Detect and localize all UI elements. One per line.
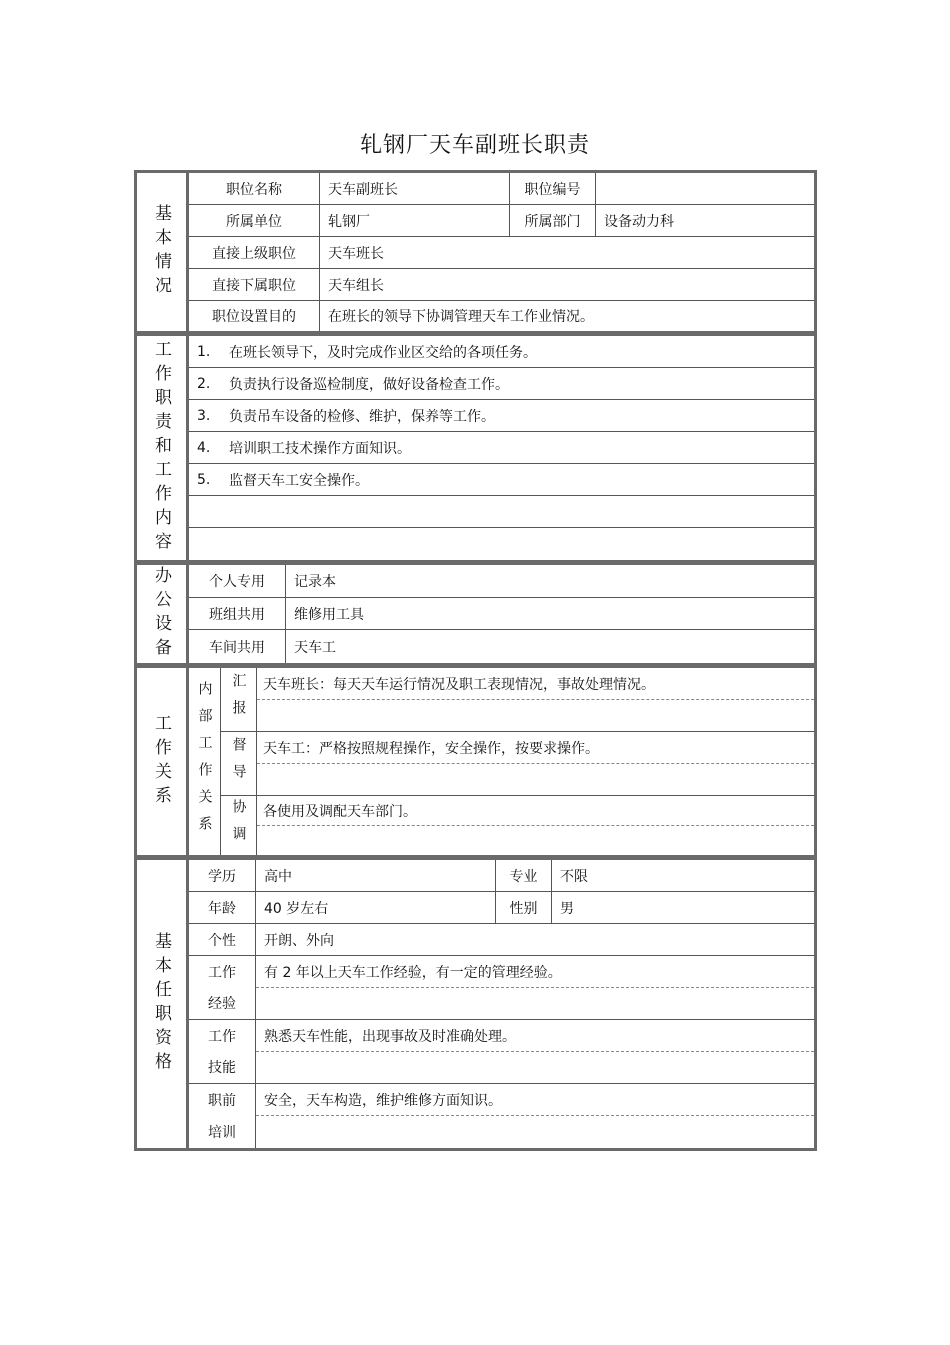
document-title: 轧钢厂天车副班长职责 — [359, 133, 590, 158]
skill-value: 熟悉天车性能，出现事故及时准确处理。 — [264, 1028, 516, 1045]
duty-item — [189, 400, 814, 432]
supervise-text: 天车工：严格按照规程操作，安全操作，按要求操作。 — [263, 740, 599, 757]
duty-item — [189, 336, 814, 368]
duty-item — [189, 464, 814, 496]
equipment-row-label: 车间共用 — [209, 639, 265, 656]
qualifications-section — [134, 857, 817, 1151]
equipment-section — [134, 562, 817, 666]
report-label: 汇报 — [221, 668, 257, 732]
job-code-label: 职位编号 — [509, 173, 595, 204]
subordinate-label: 直接下属职位 — [212, 277, 296, 294]
duty-text: 培训职工技术操作方面知识。 — [229, 440, 411, 457]
job-name-value: 天车副班长 — [319, 173, 509, 204]
job-name-label: 职位名称 — [226, 181, 282, 198]
duty-empty-row — [189, 528, 814, 560]
equipment-row-value: 天车工 — [285, 630, 814, 663]
experience-value: 有 2 年以上天车工作经验，有一定的管理经验。 — [264, 964, 562, 981]
purpose-label: 职位设置目的 — [212, 309, 296, 325]
unit-label: 所属单位 — [226, 213, 282, 230]
duty-number: 4. — [197, 439, 211, 456]
age-value: 40 岁左右 — [255, 892, 495, 923]
major-value: 不限 — [551, 860, 814, 891]
duty-empty-row — [189, 496, 814, 528]
coordinate-empty-row — [257, 826, 814, 855]
report-empty-row — [257, 700, 814, 732]
dept-label: 所属部门 — [509, 205, 595, 236]
duty-number: 2. — [197, 375, 211, 392]
basic-info-label: 基本情况 — [137, 173, 189, 331]
major-label: 专业 — [495, 860, 551, 891]
duty-text: 负责吊车设备的检修、维护，保养等工作。 — [229, 408, 495, 425]
inner-relations-label: 内部工作关系 — [189, 668, 221, 855]
relations-section — [134, 665, 817, 858]
subordinate-value: 天车组长 — [319, 269, 814, 300]
age-label: 年龄 — [208, 900, 236, 917]
coordinate-text: 各使用及调配天车部门。 — [263, 803, 417, 820]
skill-label: 工作 技能 — [189, 1020, 255, 1084]
training-value: 安全，天车构造，维护维修方面知识。 — [264, 1092, 502, 1109]
equipment-row-value: 维修用工具 — [285, 598, 814, 629]
relations-label: 工作关系 — [137, 668, 189, 855]
equipment-label: 办公设备 — [137, 565, 189, 663]
duty-number: 3. — [197, 407, 211, 424]
duties-section — [134, 333, 817, 563]
basic-info-section — [134, 170, 817, 334]
education-label: 学历 — [208, 868, 236, 885]
qualifications-label: 基本任职资格 — [137, 860, 189, 1148]
equipment-row-label: 班组共用 — [209, 606, 265, 623]
duty-item — [189, 432, 814, 464]
duties-label: 工作职责和工作内容 — [137, 336, 189, 560]
dept-value: 设备动力科 — [595, 205, 814, 236]
education-value: 高中 — [255, 860, 495, 891]
equipment-row-value: 记录本 — [285, 565, 814, 597]
purpose-value: 在班长的领导下协调管理天车工作业情况。 — [319, 301, 814, 331]
job-code-value — [595, 173, 814, 204]
superior-value: 天车班长 — [319, 237, 814, 268]
gender-value: 男 — [551, 892, 814, 923]
coordinate-label: 协调 — [221, 796, 257, 855]
duty-number: 5. — [197, 471, 211, 488]
duty-item — [189, 368, 814, 400]
supervise-empty-row — [257, 764, 814, 796]
unit-value: 轧钢厂 — [319, 205, 509, 236]
training-label: 职前 培训 — [208, 1093, 236, 1141]
superior-label: 直接上级职位 — [212, 245, 296, 262]
duty-text: 负责执行设备巡检制度，做好设备检查工作。 — [229, 376, 509, 393]
training-empty-row — [256, 1116, 814, 1148]
experience-empty-row — [256, 988, 814, 1020]
skill-empty-row — [256, 1052, 814, 1084]
gender-label: 性别 — [495, 892, 551, 923]
duty-text: 在班长领导下，及时完成作业区交给的各项任务。 — [229, 344, 537, 361]
equipment-row-label: 个人专用 — [209, 574, 265, 590]
report-text: 天车班长：每天天车运行情况及职工表现情况，事故处理情况。 — [263, 676, 655, 693]
personality-label: 个性 — [208, 932, 236, 949]
duty-number: 1. — [197, 343, 211, 360]
personality-value: 开朗、外向 — [255, 924, 814, 955]
duty-text: 监督天车工安全操作。 — [229, 472, 369, 489]
experience-label: 工作 经验 — [189, 956, 255, 1020]
supervise-label: 督导 — [221, 732, 257, 796]
